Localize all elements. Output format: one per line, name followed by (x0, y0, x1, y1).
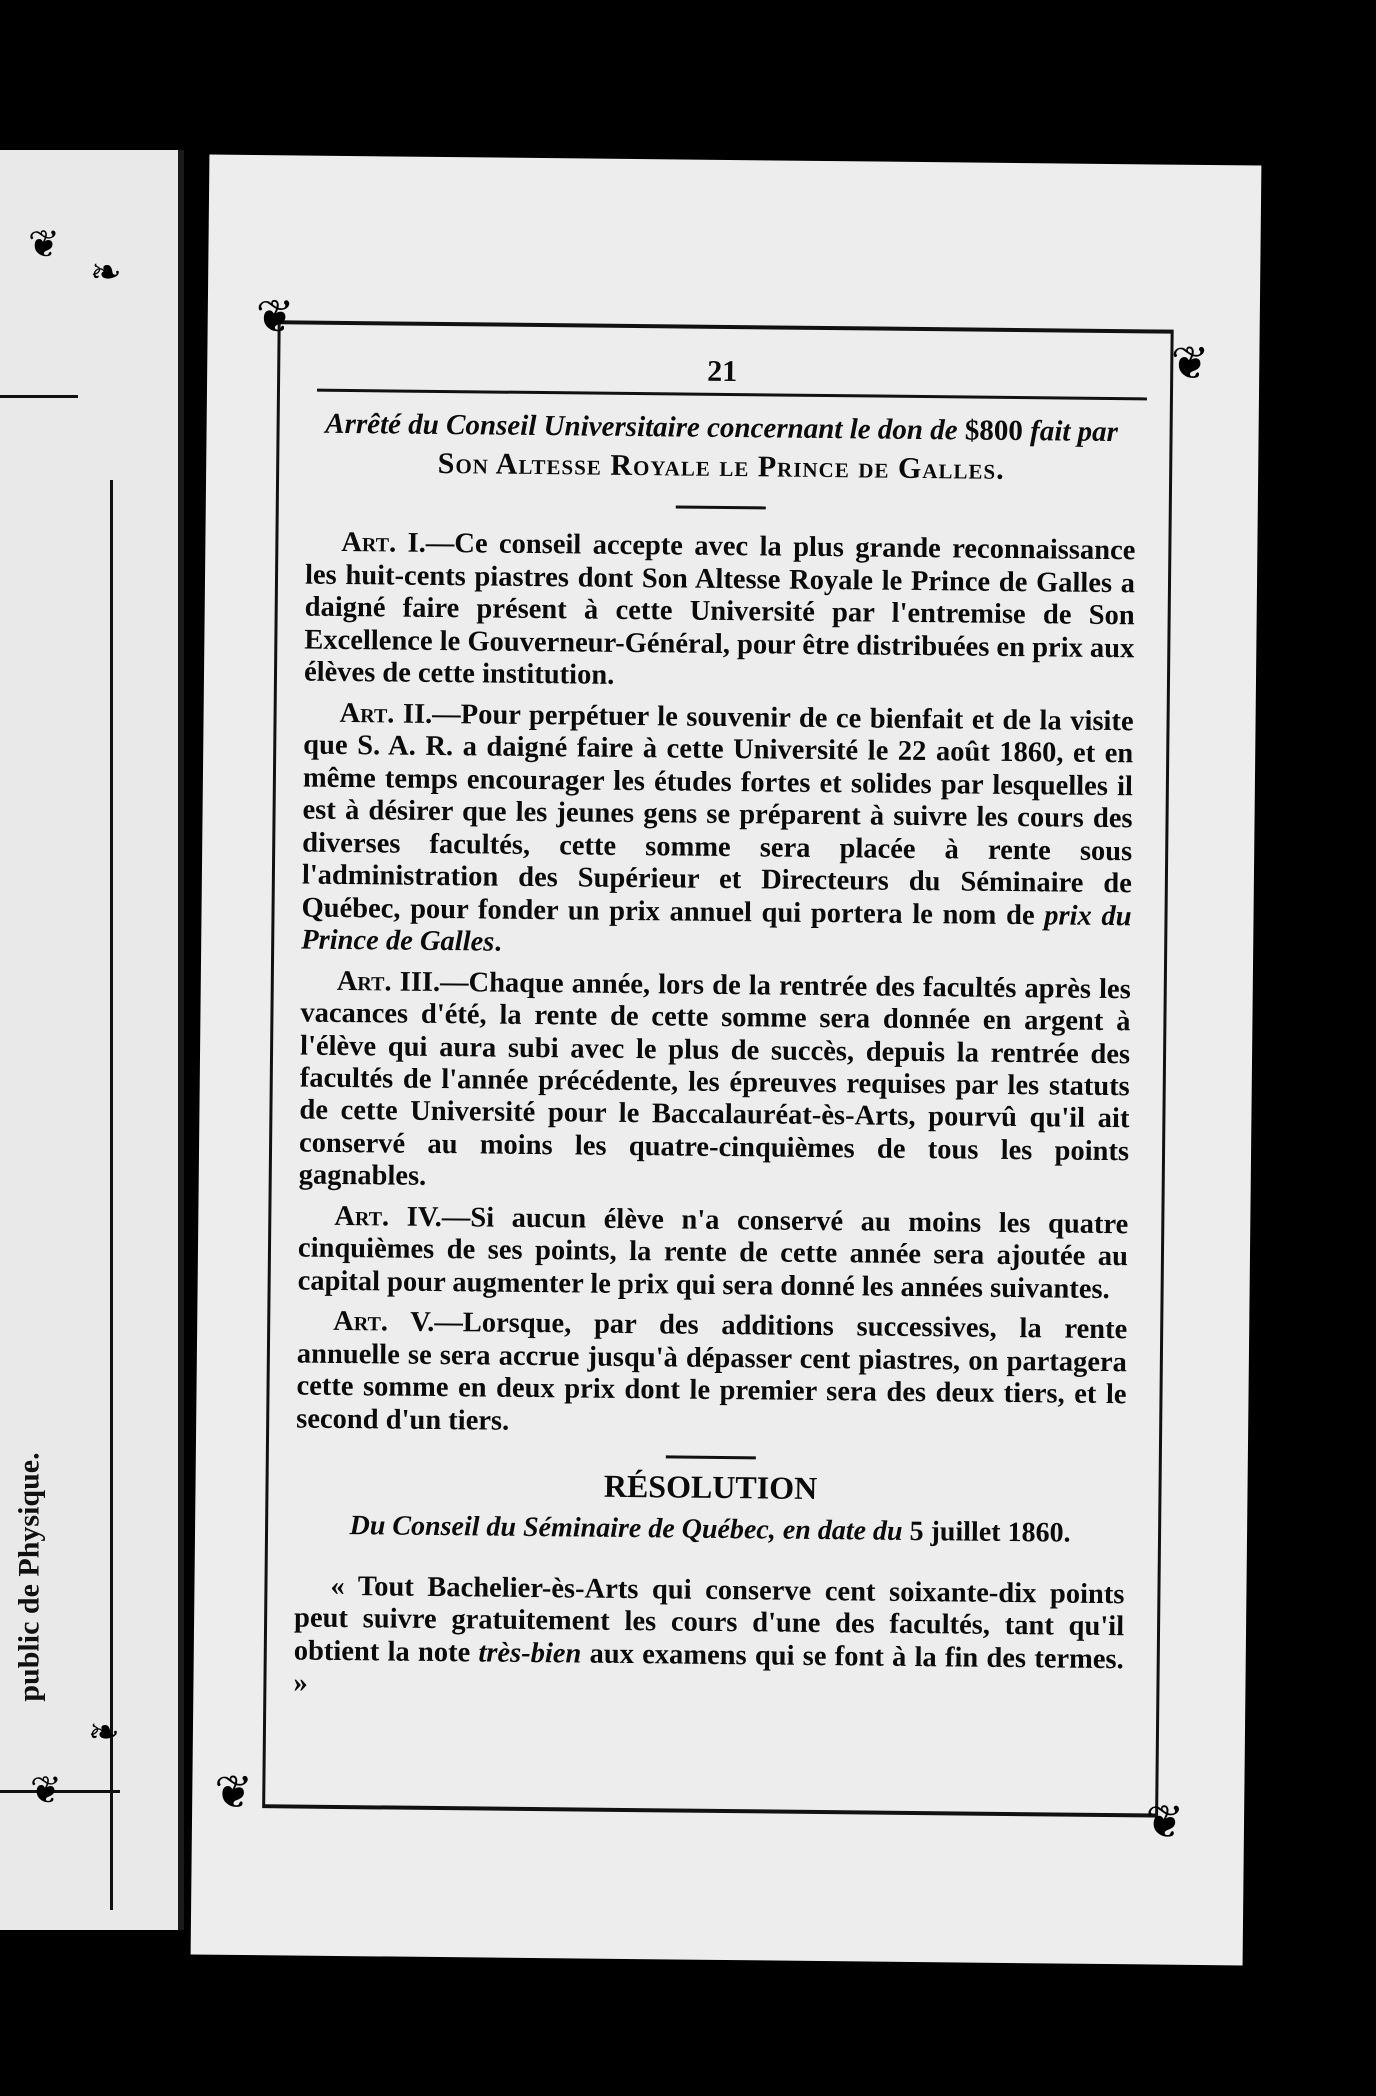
corner-ornament-icon: ❦ (214, 1764, 254, 1820)
article-text: —Lorsque, par des additions successives, la rente annuelle se sera accrue jusqu'à dépasser cent piastres, on partagera cette somme en deux prix dont le premier sera des deux tiers, et le second d'un tiers. (296, 1307, 1128, 1437)
section-divider (676, 506, 766, 510)
corner-ornament-icon: ❦ (1145, 1794, 1185, 1849)
heading-text: Arrêté du Conseil Universitaire concernant le don de (325, 407, 966, 447)
book-page (191, 155, 1262, 1966)
article-label: Art. I. (341, 527, 426, 560)
document-heading (306, 406, 1136, 451)
resolution-quote (293, 1570, 1124, 1709)
resolution-date: 5 juillet 1860. (909, 1516, 1071, 1549)
left-page-top-rule (0, 395, 78, 398)
article-5 (296, 1306, 1127, 1445)
corner-ornament-icon: ❦ (1170, 335, 1210, 391)
article-label: Art. IV. (334, 1200, 443, 1233)
ornament-icon: ❦ (30, 1768, 62, 1812)
article-text: —Pour perpétuer le souvenir de ce bienfait et de la visite que S. A. R. a daigné faire à cette Université le 22 août 1860, et en même temps encourager les études fortes et solides par lesquelles il est à désirer que les jeunes gens se préparent à suivre les cours des diverses facultés, cette somme sera placée à rente sous l'administration des Supérieur et Directeurs du Séminaire de Québec, pour fonder un prix annuel qui portera le nom de (301, 698, 1134, 931)
left-page-fragment (0, 150, 184, 1930)
article-3 (299, 965, 1131, 1201)
document-subheading: Son Altesse Royale le Prince de Galles. (437, 447, 1005, 487)
article-4 (297, 1200, 1128, 1306)
page-content (293, 351, 1137, 1738)
quote-text-end: aux examens qui se font à la fin des termes. » (293, 1638, 1124, 1699)
ornament-icon: ❦ (28, 222, 60, 266)
quote-text-italic: très-bien (478, 1637, 582, 1670)
ornament-icon: ❧ (88, 1710, 120, 1754)
article-1 (304, 527, 1136, 698)
section-divider (666, 1456, 756, 1460)
ornament-icon: ❧ (90, 250, 122, 294)
article-2 (301, 697, 1134, 966)
page-number: 21 (707, 354, 738, 389)
quote-text: « Tout Bachelier-ès-Arts qui conserve cent soixante-dix points peut suivre gratuitement les cours d'une des facultés, tant qu'il obtient la note (293, 1570, 1125, 1669)
article-label: Art. II. (339, 697, 433, 730)
article-label: Art. V. (333, 1306, 435, 1339)
resolution-subtitle (295, 1510, 1125, 1551)
article-text: —Chaque année, lors de la rentrée des facultés après les vacances d'été, la rente de cette somme sera donnée en argent à l'élève qui aura subi avec le plus de succès, depuis la rentrée des facultés de l'année précédente, les épreuves requises par les statuts de cette Université pour le Baccalauréat-ès-Arts, pourvû qu'il ait conservé au moins les quatre-cinquièmes de tous les points gagnables. (298, 966, 1131, 1193)
article-text: —Si aucun élève n'a conservé au moins les quatre cinquièmes de ses points, la rente de cette année sera ajoutée au capital pour augmenter le prix qui sera donné les années suivantes. (297, 1201, 1129, 1305)
resolution-title: RÉSOLUTION (603, 1468, 818, 1507)
article-text-italic: prix du Prince de Galles (301, 899, 1132, 958)
article-label: Art. III. (336, 965, 441, 998)
left-page-frame-rule (110, 480, 113, 1910)
left-page-vertical-text: public de Physique. (12, 1452, 46, 1702)
article-text: —Ce conseil accepte avec la plus grande reconnaissance les huit-cents piastres dont Son Altesse Royale le Prince de Galles a daigné faire présent à cette Université par l'entremise de Son Excellence le Gouverneur-Général, pour être distribuées en prix aux élèves de cette institution. (303, 528, 1136, 691)
heading-amount: $800 (964, 414, 1024, 448)
resolution-subtitle-text: Du Conseil du Séminaire de Québec, en date du (349, 1510, 910, 1548)
heading-text-end: fait par (1022, 415, 1119, 449)
article-text-end: . (494, 926, 502, 958)
corner-ornament-icon: ❦ (255, 289, 295, 344)
